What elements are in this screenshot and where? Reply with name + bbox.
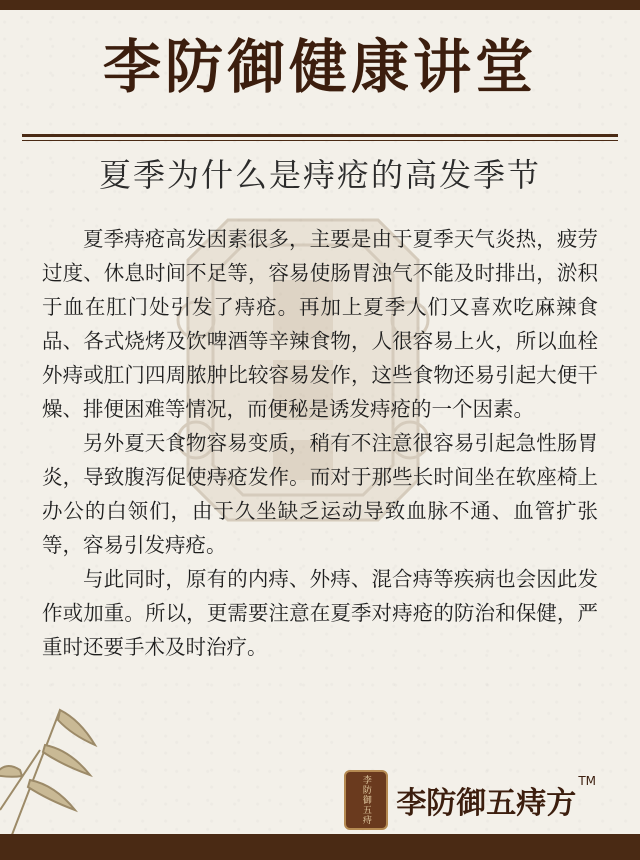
bamboo-decoration-icon	[0, 690, 110, 840]
title-divider-thin	[22, 140, 618, 141]
article-paragraph-3: 与此同时，原有的内痔、外痔、混合痔等疾病也会因此发作或加重。所以，更需要注意在夏季对痔疮的防治和保健，严重时还要手术及时治疗。	[42, 567, 598, 659]
brand-logo	[344, 768, 596, 832]
trademark-symbol: TM	[578, 774, 596, 788]
article-body	[42, 222, 598, 664]
brand-name: 李防御五痔方	[396, 786, 577, 821]
brand-badge: 李防御五痔	[344, 770, 388, 830]
article-paragraph-1: 夏季痔疮高发因素很多，主要是由于夏季天气炎热，疲劳过度、休息时间不足等，容易使肠胃浊气不能及时排出，淤积于血在肛门处引发了痔疮。再加上夏季人们又喜欢吃麻辣食品、各式烧烤及饮啤酒等辛辣食物，人很容易上火，所以血栓外痔或肛门四周脓肿比较容易发作，这些食物还易引起大便干燥、排便困难等情况，而便秘是诱发痔疮的一个因素。	[42, 227, 598, 421]
page-title: 李防御健康讲堂	[102, 33, 537, 101]
bottom-bar	[0, 834, 640, 860]
top-bar	[0, 0, 640, 10]
page-subtitle: 夏季为什么是痔疮的高发季节	[98, 156, 541, 194]
article-paragraph-2: 另外夏天食物容易变质，稍有不注意很容易引起急性肠胃炎，导致腹泻促使痔疮发作。而对于那些长时间坐在软座椅上办公的白领们，由于久坐缺乏运动导致血脉不通、血管扩张等，容易引发痔疮。	[42, 431, 598, 557]
title-divider	[22, 134, 618, 137]
